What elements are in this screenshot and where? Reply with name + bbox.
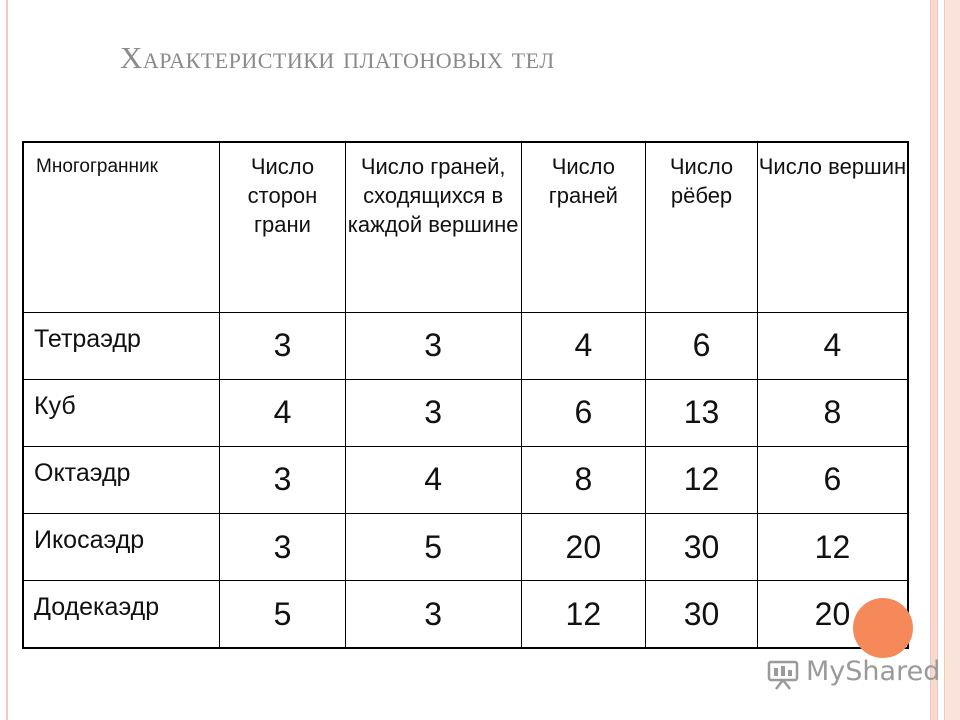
cell-value: 6	[757, 446, 908, 513]
cell-value: 3	[220, 514, 346, 581]
cell-value: 6	[521, 379, 646, 446]
header-vertices: Число вершин	[757, 142, 908, 312]
cell-value: 4	[220, 379, 346, 446]
table-row	[23, 514, 908, 581]
cell-value: 4	[757, 312, 908, 379]
header-faces-per-vertex: Число граней, сходящихся в каждой вершине	[345, 142, 521, 312]
cell-value: 12	[646, 446, 758, 513]
cell-value: 5	[220, 581, 346, 648]
platonic-solids-table	[22, 141, 909, 649]
cell-value: 3	[220, 446, 346, 513]
cell-value: 12	[757, 514, 908, 581]
right-frame-inner-strip	[930, 0, 938, 720]
row-name: Икосаэдр	[23, 514, 220, 581]
cell-value: 4	[345, 446, 521, 513]
cell-value: 13	[646, 379, 758, 446]
cell-value: 3	[345, 581, 521, 648]
cell-value: 30	[646, 514, 758, 581]
cell-value: 3	[345, 379, 521, 446]
cell-value: 3	[220, 312, 346, 379]
header-polyhedron: Многогранник	[23, 142, 220, 312]
watermark-text: MyShared	[806, 656, 941, 687]
slide-title: Характеристики платоновых тел	[120, 40, 555, 75]
table-row	[23, 312, 908, 379]
row-name: Октаэдр	[23, 446, 220, 513]
cell-value: 6	[646, 312, 758, 379]
row-name: Куб	[23, 379, 220, 446]
myshared-watermark	[766, 654, 941, 694]
cell-value: 30	[646, 581, 758, 648]
table-header-row	[23, 142, 908, 312]
cell-value: 20	[521, 514, 646, 581]
row-name: Додекаэдр	[23, 581, 220, 648]
header-edges: Число рёбер	[646, 142, 758, 312]
table-row	[23, 581, 908, 648]
decorative-orange-circle	[853, 598, 913, 658]
table-row	[23, 379, 908, 446]
cell-value: 5	[345, 514, 521, 581]
cell-value: 8	[757, 379, 908, 446]
left-frame-line	[6, 0, 8, 720]
header-faces: Число граней	[521, 142, 646, 312]
presentation-board-icon	[766, 658, 800, 695]
table-row	[23, 446, 908, 513]
cell-value: 3	[345, 312, 521, 379]
cell-value: 4	[521, 312, 646, 379]
row-name: Тетраэдр	[23, 312, 220, 379]
header-face-sides: Число сторон грани	[220, 142, 346, 312]
cell-value: 8	[521, 446, 646, 513]
right-frame-outer-strip	[944, 0, 960, 720]
cell-value: 20	[757, 581, 908, 648]
cell-value: 12	[521, 581, 646, 648]
